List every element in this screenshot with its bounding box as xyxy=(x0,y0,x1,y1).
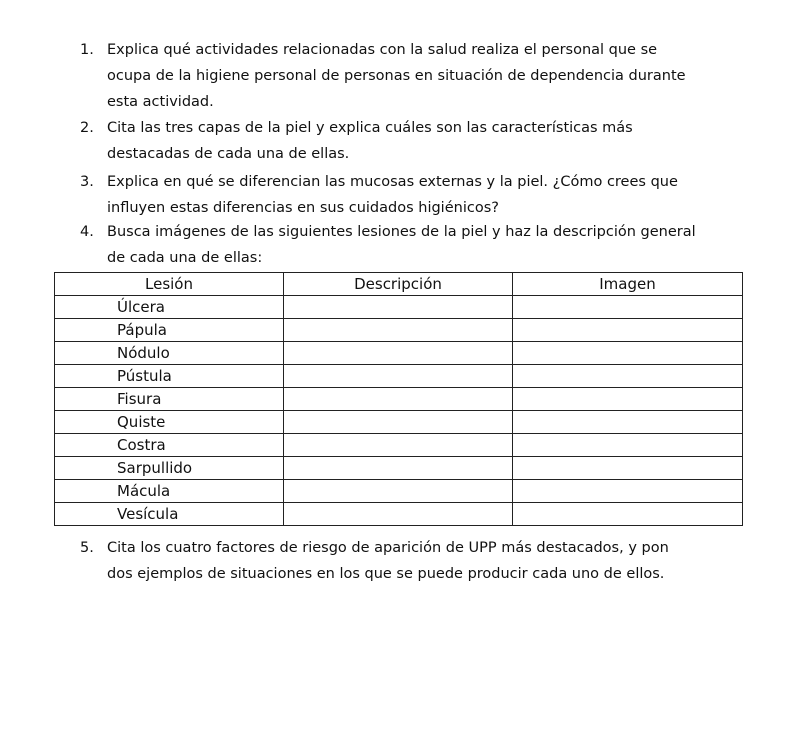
lesion-name-cell: Sarpullido xyxy=(55,457,284,480)
question-text-line: de cada una de ellas: xyxy=(107,250,263,266)
description-cell xyxy=(284,342,513,365)
description-cell xyxy=(284,388,513,411)
question-2 xyxy=(80,115,745,167)
question-3 xyxy=(80,169,745,221)
lesion-name-cell: Úlcera xyxy=(55,296,284,319)
lesion-name-cell: Mácula xyxy=(55,480,284,503)
image-cell xyxy=(513,365,743,388)
question-number: 3. xyxy=(80,174,94,190)
question-number: 4. xyxy=(80,224,94,240)
image-cell xyxy=(513,457,743,480)
question-text-line: Cita las tres capas de la piel y explica cuáles son las características más xyxy=(107,120,633,136)
image-cell xyxy=(513,319,743,342)
description-cell xyxy=(284,480,513,503)
lesion-name-cell: Fisura xyxy=(55,388,284,411)
image-cell xyxy=(513,388,743,411)
question-text-line: Explica en qué se diferencian las mucosas externas y la piel. ¿Cómo crees que xyxy=(107,174,678,190)
header-image: Imagen xyxy=(513,273,743,296)
question-text-line: Cita los cuatro factores de riesgo de aparición de UPP más destacados, y pon xyxy=(107,540,669,556)
question-text-line: Explica qué actividades relacionadas con la salud realiza el personal que se xyxy=(107,42,658,58)
question-text-line: ocupa de la higiene personal de personas en situación de dependencia durante xyxy=(107,68,686,84)
description-cell xyxy=(284,457,513,480)
table-row xyxy=(55,365,743,388)
question-number: 2. xyxy=(80,120,94,136)
description-cell xyxy=(284,503,513,526)
description-cell xyxy=(284,319,513,342)
image-cell xyxy=(513,296,743,319)
image-cell xyxy=(513,411,743,434)
description-cell xyxy=(284,365,513,388)
lesion-name-cell: Pápula xyxy=(55,319,284,342)
question-1 xyxy=(80,37,745,115)
table-row xyxy=(55,296,743,319)
lesions-table xyxy=(54,272,743,526)
question-5 xyxy=(80,535,745,587)
table-row xyxy=(55,480,743,503)
lesion-name-cell: Costra xyxy=(55,434,284,457)
table-row xyxy=(55,503,743,526)
question-text-line: influyen estas diferencias en sus cuidados higiénicos? xyxy=(107,200,499,216)
question-number: 1. xyxy=(80,42,94,58)
image-cell xyxy=(513,503,743,526)
image-cell xyxy=(513,480,743,503)
question-text-line: Busca imágenes de las siguientes lesiones de la piel y haz la descripción general xyxy=(107,224,696,240)
table-row xyxy=(55,319,743,342)
question-number: 5. xyxy=(80,540,94,556)
image-cell xyxy=(513,434,743,457)
lesion-name-cell: Quiste xyxy=(55,411,284,434)
description-cell xyxy=(284,434,513,457)
lesion-name-cell: Vesícula xyxy=(55,503,284,526)
header-lesion: Lesión xyxy=(55,273,284,296)
lesion-name-cell: Nódulo xyxy=(55,342,284,365)
question-text-line: esta actividad. xyxy=(107,94,214,110)
lesion-name-cell: Pústula xyxy=(55,365,284,388)
table-row xyxy=(55,342,743,365)
header-description: Descripción xyxy=(284,273,513,296)
question-text-line: dos ejemplos de situaciones en los que se puede producir cada uno de ellos. xyxy=(107,566,665,582)
table-row xyxy=(55,457,743,480)
description-cell xyxy=(284,296,513,319)
table-row xyxy=(55,411,743,434)
question-text-line: destacadas de cada una de ellas. xyxy=(107,146,350,162)
question-4 xyxy=(80,219,745,271)
description-cell xyxy=(284,411,513,434)
table-row xyxy=(55,434,743,457)
table-row xyxy=(55,388,743,411)
table-header-row xyxy=(55,273,743,296)
image-cell xyxy=(513,342,743,365)
